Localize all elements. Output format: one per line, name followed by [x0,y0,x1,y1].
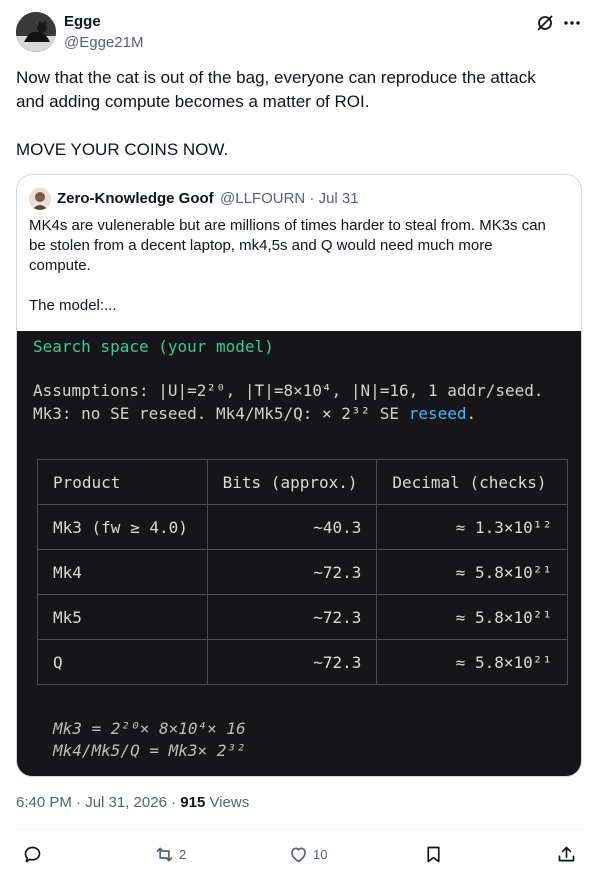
table-row [38,550,568,595]
table-cell: Mk3 (fw ≥ 4.0) [38,505,208,550]
share-icon [556,844,577,865]
post-line: and adding compute becomes a matter of ROI. [16,92,370,111]
like-button[interactable] [288,842,327,866]
post-meta [16,794,249,811]
table-cell: ~72.3 [207,595,377,640]
more-icon[interactable] [562,14,582,32]
table-header-row [38,460,568,505]
quoted-author-name: Zero-Knowledge Goof [57,190,214,207]
quoted-author-meta: @LLFOURN · Jul 31 [220,190,359,207]
table-cell: Mk4 [38,550,208,595]
quoted-post[interactable] [16,174,582,777]
image-title: Search space (your model) [33,337,274,356]
quoted-avatar [29,188,51,210]
table-cell: Q [38,640,208,685]
heart-icon [288,844,309,865]
post-time[interactable]: 6:40 PM · Jul 31, 2026 · [16,794,181,811]
post-line: Now that the cat is out of the bag, everyone can reproduce the attack [16,68,536,87]
views-count: 915 [180,794,206,811]
author-name[interactable]: Egge [64,13,101,30]
table-header: Product [38,460,208,505]
repost-count: 2 [179,846,187,862]
grok-icon[interactable] [536,14,554,32]
table-cell: ≈ 5.8×10²¹ [377,595,568,640]
quoted-header [29,188,569,210]
quoted-text [29,216,569,316]
like-count: 10 [313,846,328,862]
table-header: Decimal (checks) [377,460,568,505]
reply-button[interactable] [22,842,43,866]
formula-line: Mk3 = 2²⁰× 8×10⁴× 16 [53,719,246,738]
repost-button[interactable] [154,842,186,866]
reply-icon [22,844,43,865]
post-header [16,12,582,52]
quoted-line: The model:... [29,297,117,314]
table-cell: Mk5 [38,595,208,640]
author-handle[interactable]: @Egge21M [64,34,144,51]
quoted-image[interactable] [17,331,582,777]
search-space-table [37,459,568,685]
bookmark-button[interactable] [423,842,444,866]
post-text [16,66,582,162]
assumptions-line-2: Mk3: no SE reseed. Mk4/Mk5/Q: × 2³² SE reseed. [33,404,477,423]
table-cell: ~72.3 [207,640,377,685]
table-row [38,640,568,685]
table-row [38,505,568,550]
formula-line: Mk4/Mk5/Q = Mk3× 2³² [53,741,246,760]
share-button[interactable] [556,842,577,866]
table-cell: ~72.3 [207,550,377,595]
repost-icon [154,844,175,865]
table-cell: ≈ 5.8×10²¹ [377,640,568,685]
divider [16,828,582,829]
quoted-line: be stolen from a decent laptop, mk4,5s and Q would need much more [29,237,493,254]
quoted-line: MK4s are vulenerable but are millions of times harder to steal from. MK3s can [29,217,546,234]
table-cell: ≈ 5.8×10²¹ [377,550,568,595]
post-line: MOVE YOUR COINS NOW. [16,140,229,159]
assumptions-line: Assumptions: |U|=2²⁰, |T|=8×10⁴, |N|=16, 1 addr/seed. [33,381,544,400]
action-bar [16,840,582,868]
table-row [38,595,568,640]
views-label: Views [205,794,250,811]
table-header: Bits (approx.) [207,460,377,505]
author-avatar[interactable] [16,12,56,52]
bookmark-icon [423,844,444,865]
table-cell: ≈ 1.3×10¹² [377,505,568,550]
table-cell: ~40.3 [207,505,377,550]
quoted-line: compute. [29,257,91,274]
